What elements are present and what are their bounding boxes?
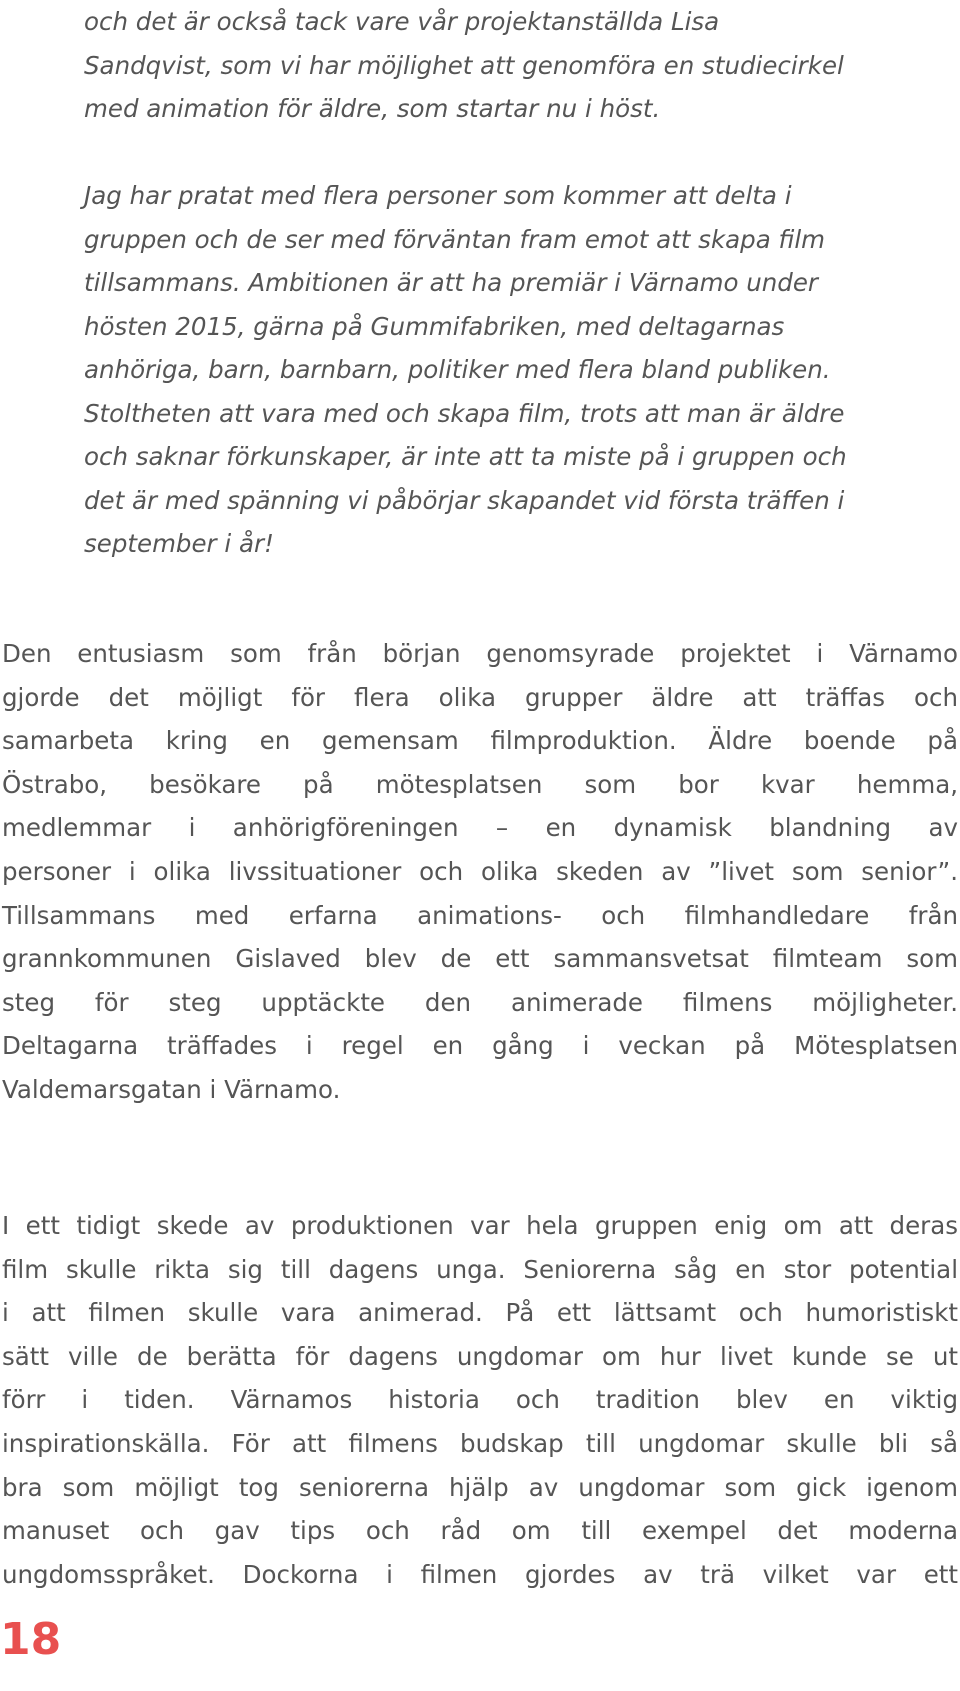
paragraph-line: personer i olika livssituationer och olika skeden av ”livet som senior”. (2, 856, 958, 886)
paragraph-line: grannkommunen Gislaved blev de ett sammansvetsat filmteam som (2, 944, 958, 974)
paragraph-line: film skulle rikta sig till dagens unga. Seniorerna såg en stor potential (2, 1254, 958, 1284)
quote-line: Stoltheten att vara med och skapa film, trots att man är äldre (84, 398, 845, 428)
body-paragraph-1 (2, 632, 958, 1112)
quote-block (84, 0, 960, 566)
quote-line: gruppen och de ser med förväntan fram emot att skapa film (84, 224, 825, 254)
paragraph-line: i att filmen skulle vara animerad. På ett lättsamt och humoristiskt (2, 1298, 958, 1328)
paragraph-line: I ett tidigt skede av produktionen var hela gruppen enig om att deras (2, 1211, 958, 1240)
paragraph-line: steg för steg upptäckte den animerade filmens möjligheter. (2, 987, 958, 1017)
quote-line: Jag har pratat med flera personer som kommer att delta i (84, 181, 792, 210)
paragraph-line: Deltagarna träffades i regel en gång i veckan på Mötesplatsen (2, 1031, 958, 1061)
quote-line: och det är också tack vare vår projektanställda Lisa (84, 7, 720, 36)
paragraph-line: Den entusiasm som från början genomsyrade projektet i Värnamo (2, 639, 958, 668)
quote-line: anhöriga, barn, barnbarn, politiker med flera bland publiken. (84, 355, 831, 384)
paragraph-line: medlemmar i anhörigföreningen – en dynamisk blandning av (2, 813, 958, 843)
paragraph-line: Östrabo, besökare på mötesplatsen som bor kvar hemma, (2, 769, 958, 799)
paragraph-line: inspirationskälla. För att filmens budskap till ungdomar skulle bli så (2, 1428, 958, 1458)
paragraph-line: förr i tiden. Värnamos historia och tradition blev en viktig (2, 1385, 958, 1415)
quote-line: Sandqvist, som vi har möjlighet att genomföra en studiecirkel (84, 50, 844, 80)
page-number: 18 (0, 1614, 62, 1665)
paragraph-line: gjorde det möjligt för flera olika grupper äldre att träffas och (2, 682, 958, 712)
paragraph-line: Tillsammans med erfarna animations- och filmhandledare från (2, 900, 958, 930)
body-paragraph-2 (2, 1204, 958, 1596)
paragraph-line: Valdemarsgatan i Värnamo. (2, 1074, 341, 1104)
paragraph-line: ungdomsspråket. Dockorna i filmen gjordes av trä vilket var ett (2, 1559, 958, 1589)
paragraph-line: manuset och gav tips och råd om till exempel det moderna (2, 1516, 958, 1546)
quote-line: och saknar förkunskaper, är inte att ta miste på i gruppen och (84, 442, 847, 471)
quote-line: det är med spänning vi påbörjar skapandet vid första träffen i (84, 485, 845, 515)
quote-line-blank (84, 131, 960, 175)
paragraph-line: sätt ville de berätta för dagens ungdomar om hur livet kunde se ut (2, 1341, 958, 1371)
paragraph-line: bra som möjligt tog seniorerna hjälp av ungdomar som gick igenom (2, 1472, 958, 1502)
quote-line: tillsammans. Ambitionen är att ha premiär i Värnamo under (84, 268, 818, 297)
paragraph-line: samarbeta kring en gemensam filmproduktion. Äldre boende på (2, 726, 958, 756)
quote-line: september i år! (84, 529, 274, 558)
quote-line: hösten 2015, gärna på Gummifabriken, med deltagarnas (84, 311, 785, 341)
quote-line: med animation för äldre, som startar nu i höst. (84, 94, 661, 123)
